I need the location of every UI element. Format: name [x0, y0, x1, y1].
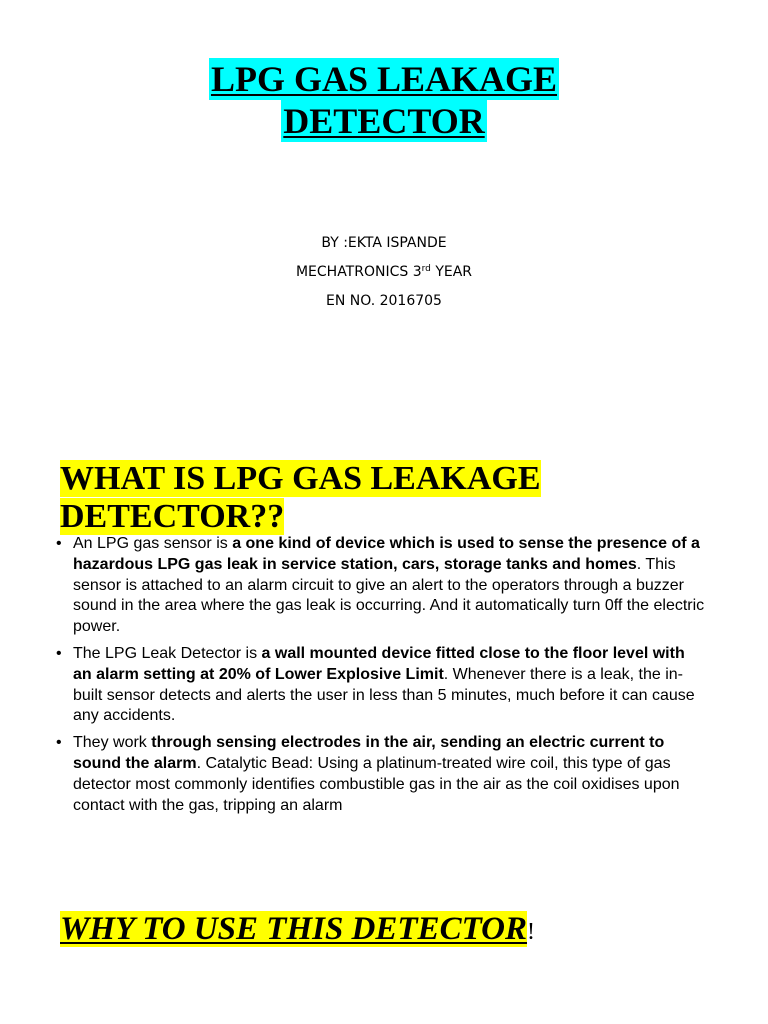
department-prefix: MECHATRONICS 3	[295, 264, 422, 280]
bullet-bold-text: through sensing electrodes in the air, sending an electric current to sound the alarm	[73, 734, 665, 772]
list-item	[56, 534, 706, 638]
title-line-1: LPG GAS LEAKAGE	[210, 59, 558, 99]
author-name: BY :EKTA ISPANDE	[321, 235, 447, 251]
bullet-icon: •	[56, 734, 62, 752]
bullet-text: An LPG gas sensor is	[73, 535, 233, 552]
department-suffix: YEAR	[430, 264, 473, 280]
section-heading-what-is	[60, 460, 580, 536]
list-item	[56, 733, 706, 816]
section-heading-what-is-text: WHAT IS LPG GAS LEAKAGE DETECTOR??	[60, 460, 541, 535]
bullet-bold-text: a wall mounted device fitted close to the floor level with an alarm setting at 20% of Lower Explosive Limit	[73, 644, 685, 683]
enrollment-number: EN NO. 2016705	[326, 293, 442, 309]
bullet-text: They work	[73, 734, 152, 752]
author-info	[0, 229, 768, 316]
section-heading-why-use-suffix: !	[526, 919, 535, 945]
bullet-text: . This sensor is attached to an alarm circuit to give an alert to the operators through a buzzer sound in the area where the gas leak is occurring. And it automatically turn 0ff the electric power.	[73, 555, 705, 636]
title-line-2: DETECTOR	[283, 101, 485, 141]
list-item	[56, 644, 706, 727]
section-heading-why-use-text: WHY TO USE THIS DETECTOR	[60, 911, 527, 947]
bullet-text: . Catalytic Bead: Using a platinum-treated wire coil, this type of gas detector most commonly identifies combustible gas in the air as the coil oxidises upon contact with the gas, tripping an alarm	[73, 754, 680, 814]
department-ordinal-suffix: rd	[421, 264, 431, 274]
bullet-icon: •	[56, 535, 62, 552]
bullet-icon: •	[56, 644, 62, 662]
author-department	[0, 258, 768, 287]
bullet-bold-text: a one kind of device which is used to sense the presence of a hazardous LPG gas leak in service station, cars, storage tanks and homes	[73, 535, 700, 573]
bullet-list	[56, 534, 706, 822]
bullet-text: . Whenever there is a leak, the in-built sensor detects and alerts the user in less than 5 minutes, much before it can cause any accidents.	[73, 665, 695, 725]
bullet-text: The LPG Leak Detector is	[73, 644, 262, 662]
document-title	[0, 58, 768, 142]
section-heading-why-use	[60, 910, 535, 951]
